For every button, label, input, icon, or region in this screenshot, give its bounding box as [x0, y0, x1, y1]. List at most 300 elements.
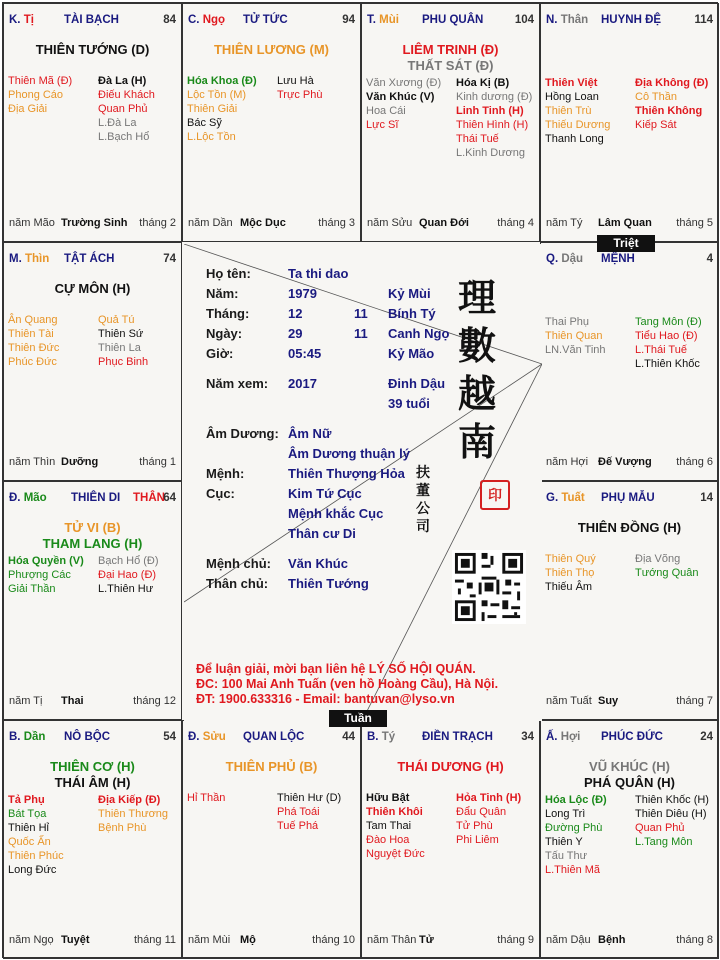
month-can-chi: Bính Tý	[388, 306, 436, 321]
minor-star: Thiên Mã (Đ)	[8, 75, 73, 87]
minor-star: Địa Giải	[8, 103, 48, 115]
earthly-branch	[188, 731, 226, 743]
minor-star: Phá Toái	[277, 806, 320, 818]
minor-star: Tuế Phá	[277, 820, 319, 832]
minor-star: Lưu Hà	[277, 75, 314, 87]
minor-star: Thiên Hư (D)	[277, 792, 342, 804]
palace-footer	[9, 217, 176, 231]
main-star: THIÊN CƠ (H)	[50, 759, 135, 774]
palace-footer	[188, 934, 355, 948]
day-label: Ngày:	[206, 326, 243, 341]
red-seal-stamp: 印	[480, 480, 510, 510]
calligraphy-small	[416, 464, 436, 536]
minor-star: Quan Phủ	[98, 103, 148, 115]
contact-line: Để luận giải, mời bạn liên hệ LÝ SỐ HỘI QUÁN.	[196, 662, 476, 676]
life-stage: Tử	[419, 934, 434, 946]
name-value: Ta thi dao	[288, 266, 349, 281]
branch-name: Sửu	[202, 731, 226, 743]
minor-star: Đà La (H)	[98, 75, 147, 87]
palace-number: 74	[163, 253, 176, 265]
minor-star: L.Lộc Tồn	[187, 131, 236, 143]
cuc-value: Kim Tứ Cục	[288, 486, 362, 501]
minor-star: Cô Thần	[635, 91, 677, 103]
than-marker: THÂN	[133, 492, 165, 504]
branch-code: N.	[546, 14, 558, 26]
footer-month: tháng 4	[497, 217, 534, 229]
minor-star: Quốc Ấn	[8, 836, 51, 848]
menh-label: Mệnh:	[206, 466, 245, 481]
main-stars	[362, 42, 539, 74]
life-stage: Mộc Dục	[240, 217, 286, 229]
contact-phone-email[interactable]: ĐT: 1900.633316 - Email: bantuvan@lyso.vn	[196, 692, 455, 706]
star-column-left	[187, 791, 275, 805]
minor-star: Thiên Tài	[8, 328, 54, 340]
palace-number: 84	[163, 14, 176, 26]
palace-cell-mui[interactable]	[361, 3, 540, 242]
minor-star: Tang Môn (Đ)	[635, 316, 702, 328]
main-star: THIÊN TƯỚNG (D)	[35, 42, 150, 57]
minor-star: Thiên Hình (H)	[456, 119, 529, 131]
calligraphy-char: 數	[457, 323, 496, 368]
than-chu-value: Thiên Tướng	[288, 576, 369, 591]
branch-code: T.	[367, 14, 376, 26]
minor-star: Thiên Khôi	[366, 806, 423, 818]
minor-star: Hóa Lộc (Đ)	[545, 794, 607, 806]
earthly-branch	[9, 731, 45, 743]
palace-header	[546, 731, 713, 747]
view-year-value: 2017	[288, 376, 317, 391]
minor-star: Bạch Hổ (Đ)	[98, 555, 159, 567]
minor-star: Ân Quang	[8, 314, 58, 326]
branch-code: K.	[9, 14, 21, 26]
palace-number: 54	[163, 731, 176, 743]
earthly-branch	[367, 14, 399, 26]
minor-star: LN.Văn Tinh	[545, 344, 606, 356]
minor-star: Nguyệt Đức	[366, 848, 425, 860]
palace-footer	[367, 934, 534, 948]
cuc-label: Cục:	[206, 486, 235, 501]
than-chu-label: Thân chủ:	[206, 576, 269, 591]
menh-chu-label: Mệnh chủ:	[206, 556, 271, 571]
minor-star: Thiên Không	[635, 105, 703, 117]
palace-cell-ngo[interactable]	[182, 3, 361, 242]
minor-star: Quan Phủ	[635, 822, 685, 834]
month-lunar: 11	[354, 306, 368, 321]
star-column-right	[635, 315, 719, 371]
branch-name: Mão	[23, 492, 47, 504]
star-column-left	[8, 793, 96, 877]
star-column-right	[98, 313, 182, 369]
palace-name: TÀI BẠCH	[64, 14, 119, 26]
minor-star: Thiên Y	[545, 836, 583, 848]
minor-star: Thiên Hỉ	[8, 822, 49, 834]
palace-number: 14	[700, 492, 713, 504]
main-star: VŨ KHÚC (H)	[589, 759, 670, 774]
main-star: PHÁ QUÂN (H)	[584, 775, 675, 790]
main-star: THẤT SÁT (Đ)	[407, 58, 494, 73]
main-stars	[4, 520, 181, 552]
minor-star: Phi Liêm	[456, 834, 499, 846]
life-stage: Thai	[61, 695, 84, 707]
minor-star: Đại Hao (Đ)	[98, 569, 157, 581]
palace-name: TỬ TỨC	[243, 14, 288, 26]
earthly-branch	[546, 731, 580, 743]
life-stage: Suy	[598, 695, 619, 707]
calligraphy-char: 越	[457, 371, 496, 416]
star-column-right	[98, 793, 182, 835]
main-star: THIÊN LƯƠNG (M)	[213, 42, 330, 57]
palace-cell-ty[interactable]	[361, 720, 540, 959]
day-can-chi: Canh Ngọ	[388, 326, 450, 341]
palace-header	[546, 14, 713, 30]
minor-star: L.Bạch Hổ	[98, 131, 150, 143]
calligraphy-small-char: 扶	[416, 465, 430, 481]
footer-year: năm Dậu	[546, 934, 591, 946]
minor-star: Thiên Sứ	[98, 328, 144, 340]
palace-number: 34	[521, 731, 534, 743]
footer-year: năm Thân	[367, 934, 417, 946]
branch-name: Tị	[23, 14, 34, 26]
palace-name: QUAN LỘC	[243, 731, 305, 743]
minor-star: Long Đức	[8, 864, 57, 876]
branch-code: Đ.	[188, 731, 200, 743]
main-star: THÁI ÂM (H)	[54, 775, 131, 790]
minor-star: L.Thiên Hư	[98, 583, 154, 595]
minor-star: Đào Hoa	[366, 834, 410, 846]
star-column-left	[545, 315, 633, 357]
palace-number: 44	[342, 731, 355, 743]
menh-chu-value: Văn Khúc	[288, 556, 348, 571]
palace-cell-ti[interactable]	[3, 3, 182, 242]
tuan-marker: Tuần	[329, 710, 387, 727]
palace-number: 4	[706, 253, 713, 265]
minor-star: Hồng Loan	[545, 91, 599, 103]
life-stage: Đế Vượng	[598, 456, 652, 468]
footer-month: tháng 11	[133, 934, 176, 946]
footer-year: năm Tuất	[546, 695, 592, 707]
minor-star: Địa Võng	[635, 553, 681, 565]
palace-header	[9, 253, 176, 269]
star-column-right	[456, 76, 540, 160]
star-column-left	[8, 74, 96, 116]
footer-month: tháng 10	[312, 934, 355, 946]
minor-star: Thiên Khốc (H)	[635, 794, 709, 806]
palace-name: PHỤ MẪU	[601, 492, 655, 504]
hour-can-chi: Kỷ Mão	[388, 346, 435, 361]
hour-value: 05:45	[288, 346, 322, 361]
minor-star: Địa Kiếp (Đ)	[98, 794, 161, 806]
month-label: Tháng:	[206, 306, 250, 321]
palace-footer	[188, 217, 355, 231]
life-stage: Quan Đới	[419, 217, 469, 229]
life-stage: Lâm Quan	[598, 217, 652, 229]
minor-star: Kiếp Sát	[635, 119, 677, 131]
name-label: Họ tên:	[206, 266, 251, 281]
footer-year: năm Tị	[9, 695, 43, 707]
minor-star: Hoa Cái	[366, 105, 406, 117]
year-value: 1979	[288, 286, 317, 301]
palace-header	[367, 731, 534, 747]
life-stage: Tuyệt	[61, 934, 90, 946]
palace-footer	[9, 456, 176, 470]
earthly-branch	[9, 253, 49, 265]
main-stars	[4, 281, 181, 297]
footer-year: năm Hợi	[546, 456, 589, 468]
minor-star: Trực Phù	[277, 89, 323, 101]
palace-header	[546, 253, 713, 269]
star-column-right	[98, 74, 182, 144]
palace-footer	[9, 695, 176, 709]
palace-name: PHU QUÂN	[422, 14, 484, 26]
footer-year: năm Tý	[546, 217, 583, 229]
main-star: CỰ MÔN (H)	[54, 281, 131, 296]
palace-cell-mao[interactable]	[3, 481, 182, 720]
main-stars	[4, 42, 181, 58]
star-column-left	[8, 313, 96, 369]
cuc-note: Mệnh khắc Cục	[288, 506, 384, 521]
life-stage: Dưỡng	[61, 456, 99, 468]
main-stars	[183, 42, 360, 58]
earthly-branch	[546, 253, 583, 265]
palace-name: MỆNH	[601, 253, 635, 265]
minor-star: L.Đà La	[98, 117, 137, 129]
day-value: 29	[288, 326, 303, 341]
minor-star: Tử Phù	[456, 820, 493, 832]
calligraphy-small-char: 董	[416, 483, 430, 499]
minor-star: Thiên Trù	[545, 105, 592, 117]
palace-header	[188, 14, 355, 30]
palace-name: TẬT ÁCH	[64, 253, 115, 265]
palace-name: HUYNH ĐỆ	[601, 14, 662, 26]
minor-star: Thiên Quý	[545, 553, 596, 565]
footer-month: tháng 8	[676, 934, 713, 946]
footer-month: tháng 1	[139, 456, 176, 468]
branch-code: G.	[546, 492, 559, 504]
palace-header	[9, 731, 176, 747]
star-column-right	[635, 552, 719, 580]
minor-star: Phượng Các	[8, 569, 71, 581]
minor-star: Đường Phù	[545, 822, 603, 834]
star-column-left	[545, 552, 633, 594]
footer-year: năm Dần	[188, 217, 233, 229]
calligraphy-small-char: 司	[416, 519, 430, 535]
branch-name: Tý	[381, 731, 396, 743]
age-value: 39 tuổi	[388, 396, 430, 411]
minor-star: Bát Tọa	[8, 808, 47, 820]
calligraphy-small-char: 公	[416, 501, 430, 517]
main-star: LIÊM TRINH (Đ)	[402, 42, 499, 57]
day-lunar: 11	[354, 326, 368, 341]
life-stage: Trường Sinh	[61, 217, 128, 229]
contact-info	[196, 662, 498, 707]
minor-star: Tiểu Hao (Đ)	[635, 330, 698, 342]
minor-star: L.Thái Tuế	[635, 344, 687, 356]
center-info-panel	[184, 244, 542, 721]
minor-star: Thiên Diêu (H)	[635, 808, 707, 820]
month-value: 12	[288, 306, 303, 321]
palace-header	[546, 492, 713, 508]
palace-number: 64	[163, 492, 176, 504]
palace-number: 94	[342, 14, 355, 26]
minor-star: Thiếu Âm	[545, 581, 593, 593]
branch-name: Mùi	[379, 14, 399, 26]
life-stage: Bệnh	[598, 934, 626, 946]
branch-name: Thân	[560, 14, 589, 26]
main-star: THÁI DƯƠNG (H)	[397, 759, 504, 774]
branch-name: Tuất	[561, 492, 585, 504]
footer-year: năm Thìn	[9, 456, 56, 468]
palace-header	[9, 14, 176, 30]
minor-star: L.Tang Môn	[635, 836, 693, 848]
am-duong-note: Âm Dương thuận lý	[288, 446, 410, 461]
minor-star: Thiên Việt	[545, 77, 598, 89]
earthly-branch	[9, 14, 34, 26]
minor-star: Phúc Đức	[8, 356, 57, 368]
qr-code[interactable]	[452, 550, 526, 624]
footer-year: năm Sửu	[367, 217, 413, 229]
footer-year: năm Mão	[9, 217, 55, 229]
branch-code: Ấ.	[546, 731, 558, 743]
minor-star: Điếu Khách	[98, 89, 155, 101]
year-can-chi: Kỷ Mùi	[388, 286, 431, 301]
palace-cell-dau[interactable]	[540, 242, 719, 481]
main-star: THIÊN PHỦ (B)	[225, 759, 318, 774]
star-column-right	[277, 74, 361, 102]
branch-code: Đ.	[9, 492, 21, 504]
minor-star: Địa Không (Đ)	[635, 77, 709, 89]
star-column-left	[366, 791, 454, 861]
footer-year: năm Mùi	[188, 934, 231, 946]
main-stars	[183, 759, 360, 775]
minor-star: Thiên Thọ	[545, 567, 595, 579]
footer-year: năm Ngọ	[9, 934, 54, 946]
palace-number: 104	[514, 14, 534, 26]
calligraphy-char: 南	[457, 419, 496, 464]
minor-star: Quả Tú	[98, 314, 135, 326]
life-stage: Mộ	[240, 934, 256, 946]
view-year-label: Năm xem:	[206, 376, 269, 391]
branch-name: Ngọ	[202, 14, 226, 26]
palace-footer	[546, 456, 713, 470]
palace-cell-than-top[interactable]	[540, 3, 719, 242]
branch-name: Thìn	[24, 253, 50, 265]
minor-star: Hỏa Tinh (H)	[456, 792, 522, 804]
minor-star: L.Thiên Mã	[545, 864, 601, 876]
minor-star: Hữu Bật	[366, 792, 410, 804]
branch-code: Q.	[546, 253, 559, 265]
minor-star: Thiên La	[98, 342, 141, 354]
footer-month: tháng 2	[139, 217, 176, 229]
palace-name: PHÚC ĐỨC	[601, 731, 663, 743]
minor-star: L.Thiên Khốc	[635, 358, 700, 370]
footer-month: tháng 9	[497, 934, 534, 946]
minor-star: Tấu Thư	[545, 850, 588, 862]
palace-cell-thin[interactable]	[3, 242, 182, 481]
minor-star: Hóa Quyền (V)	[8, 555, 84, 567]
minor-star: Bác Sỹ	[187, 117, 222, 129]
year-label: Năm:	[206, 286, 239, 301]
minor-star: Thai Phụ	[545, 316, 590, 328]
palace-cell-suu[interactable]	[182, 720, 361, 959]
minor-star: Hóa Khoa (Đ)	[187, 75, 257, 87]
star-column-left	[187, 74, 275, 144]
palace-footer	[367, 217, 534, 231]
palace-footer	[546, 934, 713, 948]
main-stars	[541, 759, 718, 791]
main-star: THIÊN ĐỒNG (H)	[577, 520, 682, 535]
minor-star: Thanh Long	[545, 133, 604, 145]
main-stars	[541, 520, 718, 536]
star-column-left	[545, 76, 633, 146]
menh-value: Thiên Thượng Hỏa	[288, 466, 405, 481]
minor-star: Phục Binh	[98, 356, 149, 368]
minor-star: Thiên Thương	[98, 808, 169, 820]
main-star: THAM LANG (H)	[42, 536, 143, 551]
palace-cell-tuat[interactable]	[540, 481, 719, 720]
branch-code: C.	[188, 14, 200, 26]
palace-header	[367, 14, 534, 30]
hour-label: Giờ:	[206, 346, 234, 361]
am-duong-value: Âm Nữ	[288, 426, 332, 441]
footer-month: tháng 6	[676, 456, 713, 468]
star-column-right	[277, 791, 361, 833]
footer-month: tháng 7	[676, 695, 713, 707]
minor-star: Thái Tuế	[456, 133, 499, 145]
star-column-right	[635, 76, 719, 132]
minor-star: L.Kinh Dương	[456, 147, 526, 159]
contact-address: ĐC: 100 Mai Anh Tuấn (ven hồ Hoàng Cầu), Hà Nội.	[196, 677, 499, 691]
palace-footer	[546, 217, 713, 231]
palace-header	[188, 731, 355, 747]
star-column-left	[545, 793, 633, 877]
minor-star: Long Trì	[545, 808, 586, 820]
earthly-branch	[188, 14, 225, 26]
minor-star: Văn Khúc (V)	[366, 91, 435, 103]
palace-footer	[9, 934, 176, 948]
minor-star: Giải Thần	[8, 583, 56, 595]
branch-name: Dậu	[561, 253, 584, 265]
minor-star: Tướng Quân	[635, 567, 699, 579]
branch-code: M.	[9, 253, 22, 265]
palace-cell-dan[interactable]	[3, 720, 182, 959]
main-star: TỬ VI (B)	[64, 520, 121, 535]
minor-star: Hóa Kị (B)	[456, 77, 510, 89]
branch-name: Hợi	[560, 731, 581, 743]
star-column-left	[366, 76, 454, 132]
palace-name: NÔ BỘC	[64, 731, 110, 743]
earthly-branch	[9, 492, 47, 504]
star-column-right	[98, 554, 182, 596]
horoscope-board	[2, 2, 718, 958]
palace-cell-hoi[interactable]	[540, 720, 719, 959]
minor-star: Văn Xương (Đ)	[366, 77, 442, 89]
earthly-branch	[546, 492, 585, 504]
calligraphy-title	[452, 274, 502, 466]
minor-star: Tam Thai	[366, 820, 412, 832]
footer-month: tháng 5	[676, 217, 713, 229]
palace-name: ĐIỀN TRẠCH	[422, 731, 493, 743]
minor-star: Linh Tinh (H)	[456, 105, 524, 117]
minor-star: Hỉ Thần	[187, 792, 226, 804]
earthly-branch	[546, 14, 588, 26]
footer-month: tháng 3	[318, 217, 355, 229]
cuc-note-2: Thân cư Di	[288, 526, 356, 541]
minor-star: Thiếu Dương	[545, 119, 611, 131]
palace-number: 24	[700, 731, 713, 743]
minor-star: Lộc Tồn (M)	[187, 89, 247, 101]
star-column-right	[635, 793, 719, 849]
minor-star: Kinh dương (Đ)	[456, 91, 533, 103]
